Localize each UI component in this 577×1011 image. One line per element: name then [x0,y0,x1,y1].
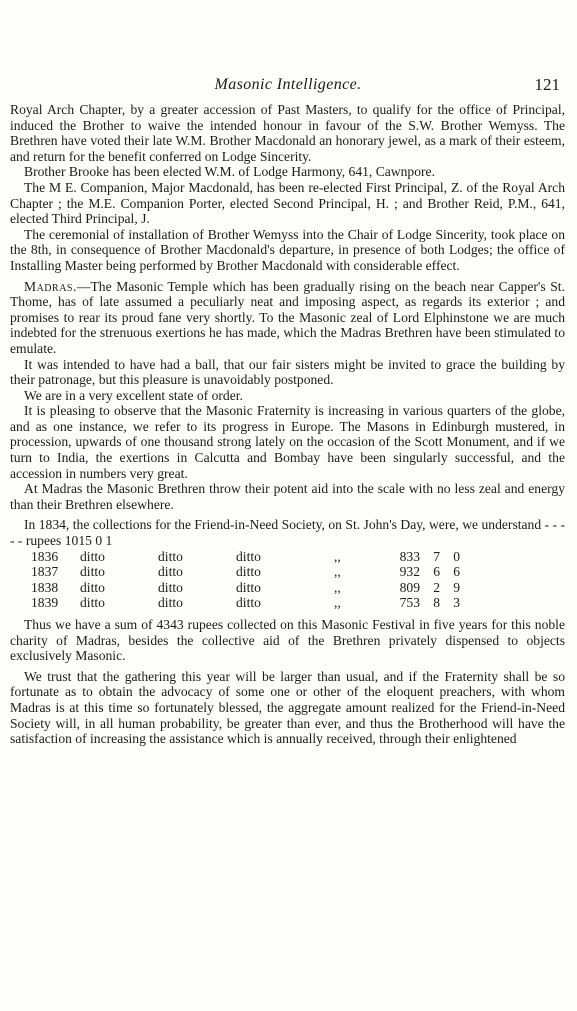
ditto-cell: ditto [236,579,261,595]
ditto-cell: ditto [236,548,261,564]
ditto-cell: ditto [158,564,183,580]
madras-temple-text: —The Masonic Temple which has been gradually rising on the beach near Capper's St. Thome, has of late assumed a peculiarly neat and imposing aspect, as regards its exterior ; and promises to rear its proud fane very shortly. To the Masonic zeal of Lord Elphinstone we are much indebted for the strenuous exertions he has made, which the Madras Brethren have been stimulated to emulate. [10,278,565,356]
annas-cell: 8 [433,595,440,611]
rupees-cell: 809 [399,579,420,595]
annas-cell: 2 [433,579,440,595]
paragraph-royal-arch: Royal Arch Chapter, by a greater accession of Past Masters, to qualify for the office of Principal, induced the Brother to waive the intended honour in favour of the S.W. Brother Wemyss. The Brethren have voted their late W.M. Brother Macdonald an honorary jewel, as a mark of their esteem, and return for the benefit conferred on Lodge Sincerity. [10,102,565,164]
paragraph-installation: The ceremonial of installation of Brother Wemyss into the Chair of Lodge Sincerity, took place on the 8th, in consequence of Brother Macdonald's departure, in presence of both Lodges; the office of Installing Master being performed by Brother Macdonald with considerable effect. [10,226,565,273]
year-cell: 1836 [31,548,59,564]
pice-cell: 9 [453,579,460,595]
table-row [31,549,460,565]
rupees-cell: 833 [399,548,420,564]
ditto-cell: ditto [236,595,261,611]
ditto-cell: ditto [236,564,261,580]
ditto-mark-cell: ,, [334,548,341,564]
table-row [31,580,460,596]
paragraph-macdonald: The M E. Companion, Major Macdonald, has been re-elected First Principal, Z. of the Royal Arch Chapter ; the M.E. Companion Porter, elected Second Principal, H. ; and Brother Reid, P.M., 641, elected Third Principal, J. [10,179,565,227]
pice-cell: 6 [453,564,460,580]
paragraph-madras-brethren: At Madras the Masonic Brethren throw their potent aid into the scale with no less zeal and energy than their Brethren elsewhere. [10,481,565,512]
ditto-mark-cell: ,, [334,595,341,611]
paragraph-gathering: We trust that the gathering this year will be larger than usual, and if the Fraternity shall be so fortunate as to obtain the advocacy of some one or other of the eloquent preachers, with whom Madras is at this time so fortunately blessed, the aggregate amount realized for the Friend-in-Need Society will, in all human probability, be greater than ever, and thus the Brotherhood will have the satisfaction of increasing the assistance which is annually received, through their enlightened [10,668,565,747]
paragraph-brooke: Brother Brooke has been elected W.M. of Lodge Harmony, 641, Cawnpore. [24,164,435,180]
ditto-mark-cell: ,, [334,564,341,580]
paragraph-order: We are in a very excellent state of order. [24,387,243,403]
paragraph-sum: Thus we have a sum of 4343 rupees collected on this Masonic Festival in five years for this noble charity of Madras, besides the collective aid of the Brethren privately dispensed to objects exclusively Masonic. [10,617,565,664]
table-row [31,564,460,580]
year-cell: 1839 [31,595,59,611]
ditto-cell: ditto [80,548,105,564]
ditto-cell: ditto [158,548,183,564]
running-title: Masonic Intelligence. [214,76,362,93]
ditto-cell: ditto [80,595,105,611]
page-header [8,76,568,98]
rupees-cell: 932 [399,564,420,580]
ditto-cell: ditto [158,579,183,595]
section-heading-madras: Madras. [24,278,77,294]
paragraph-madras-temple [10,279,565,357]
ditto-mark-cell: ,, [334,579,341,595]
pice-cell: 0 [453,548,460,564]
annas-cell: 7 [433,548,440,564]
year-cell: 1838 [31,579,59,595]
paragraph-collections-intro: In 1834, the collections for the Friend-in-Need Society, on St. John's Day, were, we understand - - - - - rupees 1015 0 1 [10,517,565,549]
year-cell: 1837 [31,564,59,580]
pice-cell: 3 [453,595,460,611]
ditto-cell: ditto [80,564,105,580]
paragraph-ball: It was intended to have had a ball, that our fair sisters might be invited to grace the building by their patronage, but this pleasure is unavoidably postponed. [10,356,565,388]
ditto-cell: ditto [158,595,183,611]
table-row [31,595,460,611]
ditto-cell: ditto [80,579,105,595]
body-text [10,102,565,747]
collections-table [31,549,460,611]
rupees-cell: 753 [399,595,420,611]
annas-cell: 6 [433,564,440,580]
paragraph-fraternity: It is pleasing to observe that the Masonic Fraternity is increasing in various quarters of the globe, and as one instance, we refer to its progress in Europe. The Masons in Edinburgh mustered, in procession, upwards of one thousand strong lately on the occasion of the Scott Monument, and if we turn to India, the exertions in Calcutta and Bombay have been singularly successful, and the accession in numbers very great. [10,403,565,481]
page-number: 121 [534,75,560,94]
